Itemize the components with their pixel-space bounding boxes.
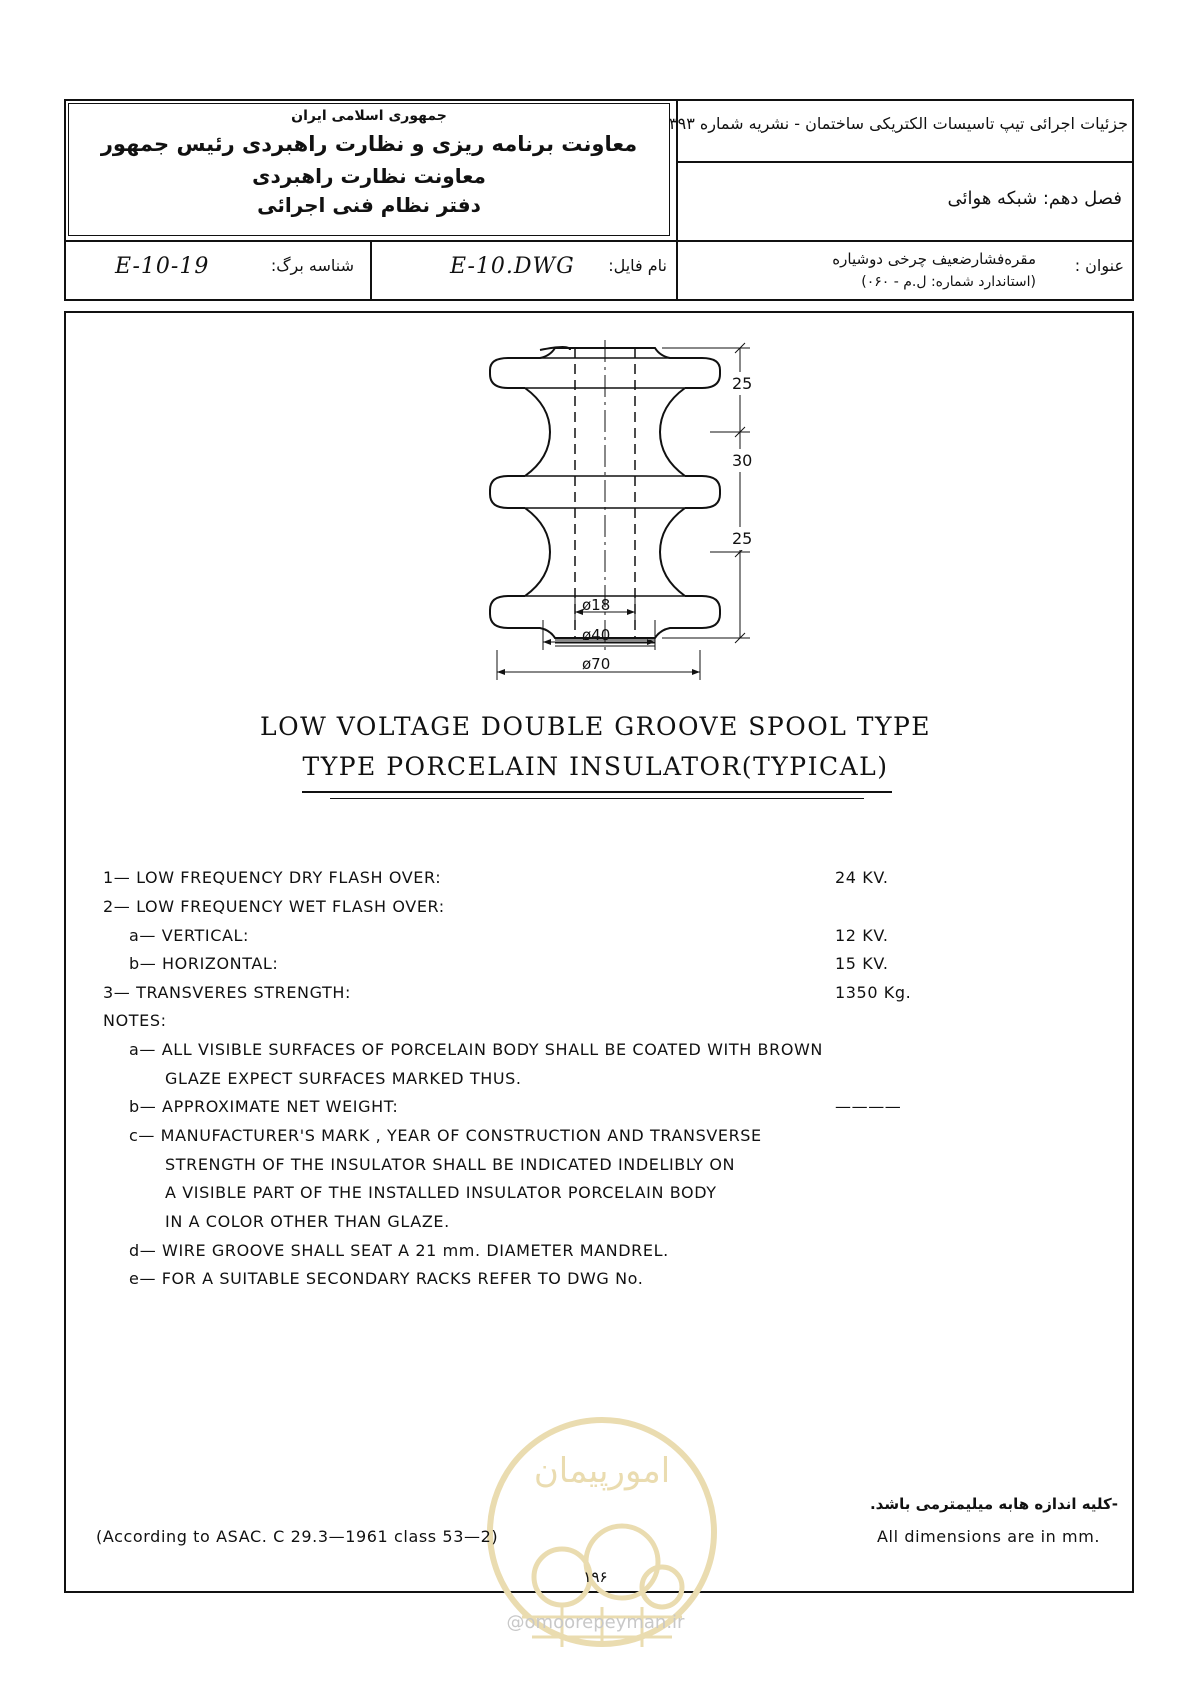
- note-a-line-2: GLAZE EXPECT SURFACES MARKED THUS.: [165, 1069, 522, 1088]
- header-hline: [64, 240, 1134, 242]
- org-line-1: جمهوری اسلامی ایران: [291, 108, 447, 124]
- spec-3-value: 1350 Kg.: [835, 983, 912, 1002]
- spec-2b-value: 15 KV.: [835, 954, 889, 973]
- gear-icon: [534, 1526, 682, 1607]
- title-underline-thick: [302, 791, 892, 793]
- org-line-4: دفتر نظام فنی اجرائی: [257, 193, 481, 217]
- spec-2a-label: a— VERTICAL:: [129, 926, 250, 945]
- dim-bottom-label: 25: [732, 529, 753, 548]
- dimensions-note-en: All dimensions are in mm.: [877, 1527, 1101, 1546]
- header-hline-right: [676, 161, 1134, 163]
- org-box: [68, 103, 670, 236]
- page-number: ۱۹۶: [583, 1568, 608, 1586]
- title-line-2: (استاندارد شماره: ل.م - ۰۶۰): [861, 274, 1036, 290]
- note-e: e— FOR A SUITABLE SECONDARY RACKS REFER TO DWG No.: [129, 1269, 644, 1288]
- dia-inner-label: ø18: [582, 596, 611, 614]
- note-c-line-3: A VISIBLE PART OF THE INSTALLED INSULATOR PORCELAIN BODY: [165, 1183, 717, 1202]
- drawing-title-line-1: LOW VOLTAGE DOUBLE GROOVE SPOOL TYPE: [259, 712, 932, 741]
- file-name: E-10.DWG: [450, 254, 575, 279]
- dimensions-note-fa: -کلیه اندازه هابه میلیمترمی باشد.: [869, 1495, 1118, 1513]
- spec-2b-label: b— HORIZONTAL:: [129, 954, 279, 973]
- note-c-line-1: c— MANUFACTURER'S MARK , YEAR OF CONSTRUCTION AND TRANSVERSE: [129, 1126, 762, 1145]
- note-c-line-4: IN A COLOR OTHER THAN GLAZE.: [165, 1212, 450, 1231]
- chapter-title: فصل دهم: شبکه هوائی: [947, 188, 1122, 209]
- drawing-title-line-2: TYPE PORCELAIN INSULATOR(TYPICAL): [302, 752, 889, 781]
- dim-top-label: 25: [732, 374, 753, 393]
- note-a-line-1: a— ALL VISIBLE SURFACES OF PORCELAIN BODY SHALL BE COATED WITH BROWN: [129, 1040, 824, 1059]
- reference-note: (According to ASAC. C 29.3—1961 class 53—2): [96, 1527, 499, 1546]
- dia-mid-label: ø40: [582, 626, 611, 644]
- dia-outer-label: ø70: [582, 655, 611, 673]
- spec-2-label: 2— LOW FREQUENCY WET FLASH OVER:: [103, 897, 445, 916]
- sheet-label: شناسه برگ:: [270, 256, 354, 275]
- spec-3-label: 3— TRANSVERES STRENGTH:: [103, 983, 352, 1002]
- note-b-value: ————: [835, 1097, 902, 1116]
- note-b: b— APPROXIMATE NET WEIGHT:: [129, 1097, 399, 1116]
- watermark-url: @omoorepeyman.ir: [506, 1612, 685, 1633]
- title-label: عنوان :: [1074, 256, 1124, 275]
- note-c-line-2: STRENGTH OF THE INSULATOR SHALL BE INDICATED INDELIBLY ON: [165, 1155, 736, 1174]
- spec-2a-value: 12 KV.: [835, 926, 889, 945]
- org-line-2: معاونت برنامه ریزی و نظارت راهبردی رئیس جمهور: [100, 132, 638, 156]
- spec-1-label: 1— LOW FREQUENCY DRY FLASH OVER:: [103, 868, 442, 887]
- note-d: d— WIRE GROOVE SHALL SEAT A 21 mm. DIAMETER MANDREL.: [129, 1241, 669, 1260]
- header-vline-left: [370, 240, 372, 301]
- dim-mid-label: 30: [732, 451, 753, 470]
- publication-title: جزئیات اجرائی تیپ تاسیسات الکتریکی ساختمان - نشریه شماره ۳۹۳: [669, 114, 1128, 133]
- title-line-1: مقره‌فشارضعیف چرخی دوشیاره: [832, 250, 1036, 268]
- spec-1-value: 24 KV.: [835, 868, 889, 887]
- title-underline-thin: [330, 798, 864, 799]
- org-line-3: معاونت نظارت راهبردی: [252, 164, 486, 188]
- notes-heading: NOTES:: [103, 1011, 167, 1030]
- watermark-logo-text: امورپیمان: [533, 1451, 671, 1491]
- file-label: نام فایل:: [608, 256, 667, 275]
- sheet-id: E-10-19: [115, 254, 210, 279]
